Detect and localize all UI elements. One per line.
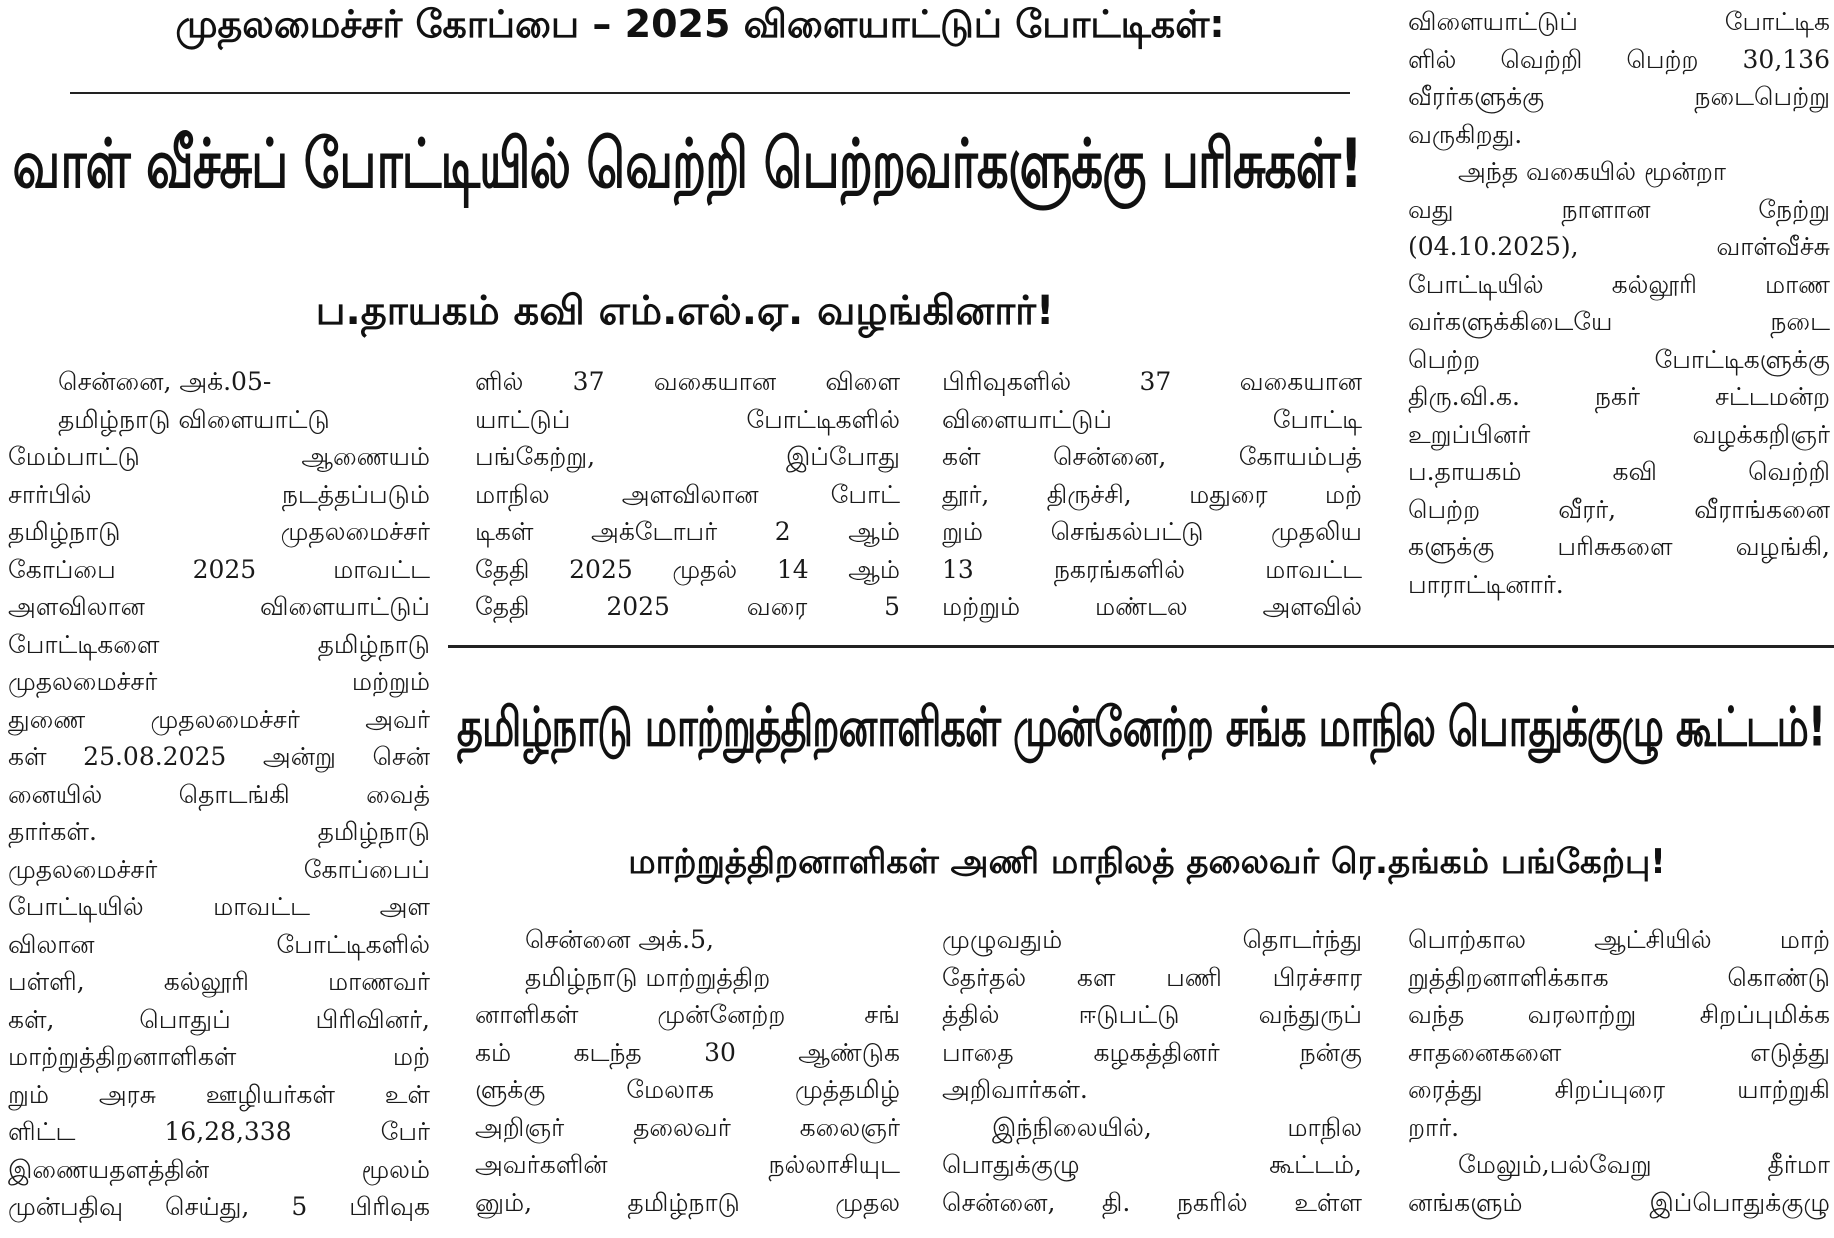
body-line: மாற்றுத்திறனாளிகள் மற் [8, 1042, 430, 1071]
body-line: இணையதளத்தின் மூலம் [8, 1154, 430, 1184]
body-line: அந்த வகையில் மூன்றா [1458, 157, 1726, 186]
body-line: பாதை கழகத்தினர் நன்கு [942, 1037, 1362, 1067]
story1-body-column-3 [942, 363, 1362, 626]
body-line: தேதி 2025 முதல் 14 ஆம் [475, 554, 900, 584]
story2-body-column-2 [942, 921, 1362, 1221]
body-line: வந்த வரலாற்று சிறப்புமிக்க [1408, 1000, 1830, 1029]
body-line: மேம்பாட்டு ஆணையம் [8, 442, 430, 471]
body-line: பொதுக்குழு கூட்டம், [942, 1150, 1362, 1179]
body-line: றுத்திறனாளிக்காக கொண்டு [1408, 962, 1830, 992]
kicker-divider [70, 92, 1350, 94]
body-line: விளையாட்டுப் போட்டிக [1408, 7, 1830, 36]
body-line: சாதனைகளை எடுத்து [1408, 1037, 1830, 1067]
story1-body-column-1 [8, 363, 430, 1226]
story1-subheadline: ப.தாயகம் கவி எம்.எல்.ஏ. வழங்கினார்! [315, 288, 1055, 334]
body-line: வருகிறது. [1408, 119, 1523, 149]
story1-body-column-2 [475, 363, 900, 626]
body-line: (04.10.2025), வாள்வீச்சு [1408, 232, 1830, 261]
story1-kicker: முதலமைச்சர் கோப்பை – 2025 விளையாட்டுப் போட்டிகள்: [175, 2, 1225, 46]
body-line: தேர்தல் கள பணி பிரச்சார [942, 962, 1362, 992]
body-line: பள்ளி, கல்லூரி மாணவர் [8, 967, 430, 996]
body-line: னாளிகள் முன்னேற்ற சங் [475, 1000, 900, 1029]
body-line: அவர்களின் நல்லாசியுட [475, 1150, 900, 1179]
body-line: கள் 25.08.2025 அன்று சென் [8, 742, 430, 771]
body-line: துணை முதலமைச்சர் அவர் [8, 704, 430, 734]
body-line: முழுவதும் தொடர்ந்து [942, 925, 1362, 954]
body-line: பங்கேற்று, இப்போது [475, 442, 900, 471]
body-line: கம் கடந்த 30 ஆண்டுக [475, 1037, 900, 1067]
body-line: பிரிவுகளில் 37 வகையான [942, 367, 1362, 396]
story2-subheadline: மாற்றுத்திறனாளிகள் அணி மாநிலத் தலைவர் ரெ.தங்கம் பங்கேற்பு! [628, 842, 1666, 882]
body-line: களுக்கு பரிசுகளை வழங்கி, [1408, 532, 1830, 561]
body-line: கோப்பை 2025 மாவட்ட [8, 554, 430, 584]
body-line: கள் சென்னை, கோயம்பத் [942, 442, 1362, 471]
body-line: போட்டியில் கல்லூரி மாண [1408, 269, 1830, 299]
body-line: டிகள் அக்டோபர் 2 ஆம் [475, 517, 900, 546]
body-line: முதலமைச்சர் மற்றும் [8, 667, 430, 696]
body-line: பெற்ற போட்டிகளுக்கு [1408, 344, 1830, 374]
body-line: தார்கள். தமிழ்நாடு [8, 817, 430, 846]
body-line: 13 நகரங்களில் மாவட்ட [942, 554, 1362, 584]
body-line: ளுக்கு மேலாக முத்தமிழ் [475, 1075, 900, 1104]
body-line: அறிஞர் தலைவர் கலைஞர் [475, 1112, 900, 1142]
body-line: பொற்கால ஆட்சியில் மாற் [1408, 925, 1830, 954]
body-line: றார். [1408, 1112, 1460, 1142]
body-line: சென்னை, தி. நகரில் உள்ள [942, 1187, 1362, 1217]
body-line: பாராட்டினார். [1408, 569, 1564, 599]
body-line: தமிழ்நாடு மாற்றுத்திற [525, 962, 771, 992]
body-line: வர்களுக்கிடையே நடை [1408, 307, 1830, 336]
body-line: கள், பொதுப் பிரிவினர், [8, 1004, 430, 1034]
body-line: முதலமைச்சர் கோப்பைப் [8, 854, 430, 884]
story1-body-column-4 [1408, 3, 1830, 603]
body-line: மாநில அளவிலான போட் [475, 479, 900, 509]
body-line: தேதி 2025 வரை 5 [475, 592, 900, 621]
body-line: த்தில் ஈடுபட்டு வந்துருப் [942, 1000, 1362, 1029]
body-line: சார்பில் நடத்தப்படும் [8, 479, 430, 509]
body-line: அளவிலான விளையாட்டுப் [8, 592, 430, 621]
body-line: உறுப்பினர் வழக்கறிஞர் [1408, 419, 1830, 449]
body-line: னையில் தொடங்கி வைத் [8, 779, 430, 809]
body-line: தமிழ்நாடு விளையாட்டு [58, 404, 330, 434]
body-line: வீரர்களுக்கு நடைபெற்று [1408, 82, 1830, 111]
body-line: போட்டிகளை தமிழ்நாடு [8, 629, 430, 659]
body-line: வது நாளான நேற்று [1408, 194, 1830, 224]
body-line: ளிட்ட 16,28,338 பேர் [8, 1117, 430, 1146]
story1-headline: வாள் வீச்சுப் போட்டியில் வெற்றி பெற்றவர்களுக்கு பரிசுகள்! [12, 125, 1362, 204]
article-dateline: சென்னை அக்.5, [525, 925, 714, 954]
body-line: திரு.வி.க. நகர் சட்டமன்ற [1408, 382, 1830, 411]
story2-headline: தமிழ்நாடு மாற்றுத்திறனாளிகள் முன்னேற்ற சங்க மாநில பொதுக்குழு கூட்டம்! [456, 697, 1826, 760]
body-line: போட்டியில் மாவட்ட அள [8, 892, 430, 921]
body-line: ளில் வெற்றி பெற்ற 30,136 [1408, 44, 1830, 74]
body-line: இந்நிலையில், மாநில [992, 1112, 1362, 1142]
body-line: விலான போட்டிகளில் [8, 929, 430, 959]
body-line: விளையாட்டுப் போட்டி [942, 404, 1362, 434]
body-line: ப.தாயகம் கவி வெற்றி [1408, 457, 1830, 486]
body-line: மேலும்,பல்வேறு தீர்மா [1458, 1150, 1830, 1179]
story2-body-column-1 [475, 921, 900, 1221]
body-line: றும் செங்கல்பட்டு முதலிய [942, 517, 1362, 546]
story2-body-column-3 [1408, 921, 1830, 1221]
body-line: பெற்ற வீரர், வீராங்கனை [1408, 494, 1830, 524]
body-line: அறிவார்கள். [942, 1075, 1088, 1104]
body-line: மற்றும் மண்டல அளவில் [942, 592, 1362, 621]
body-line: ரைத்து சிறப்புரை யாற்றுகி [1408, 1075, 1830, 1104]
body-line: முன்பதிவு செய்து, 5 பிரிவுக [8, 1192, 430, 1221]
body-line: யாட்டுப் போட்டிகளில் [475, 404, 900, 434]
body-line: னும், தமிழ்நாடு முதல [475, 1187, 900, 1217]
body-line: தூர், திருச்சி, மதுரை மற் [942, 479, 1362, 509]
story-divider [448, 645, 1834, 648]
body-line: றும் அரசு ஊழியர்கள் உள் [8, 1079, 430, 1109]
body-line: னங்களும் இப்பொதுக்குழு [1408, 1187, 1830, 1217]
article-dateline: சென்னை, அக்.05- [58, 367, 272, 396]
body-line: ளில் 37 வகையான விளை [475, 367, 900, 396]
body-line: தமிழ்நாடு முதலமைச்சர் [8, 517, 430, 546]
